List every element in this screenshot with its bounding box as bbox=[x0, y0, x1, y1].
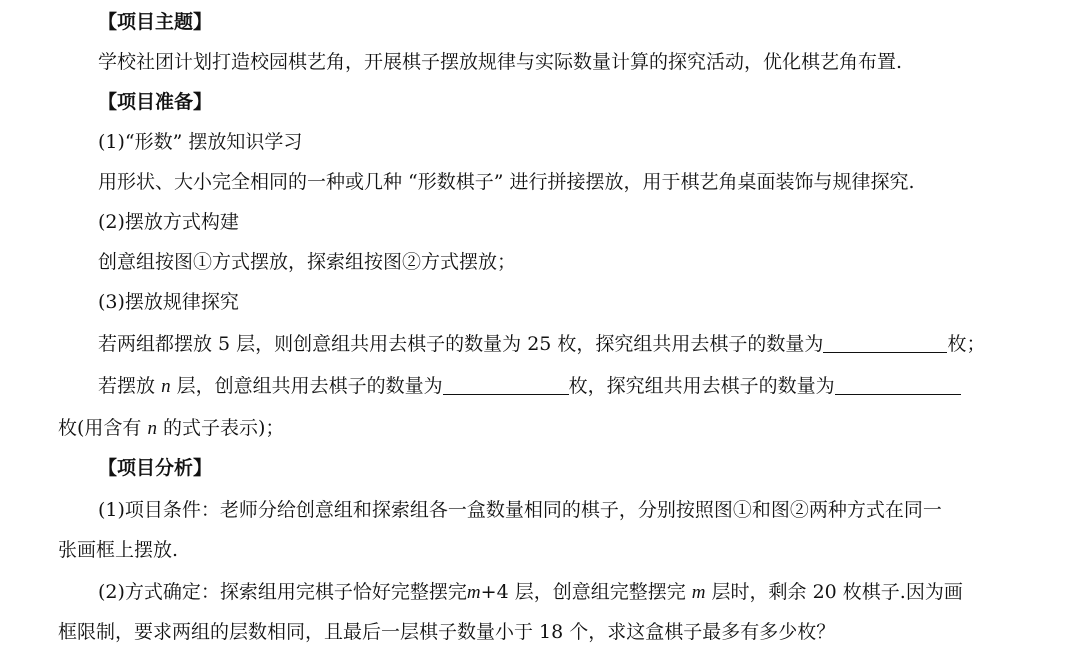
question-text: 若两组都摆放 5 层，则创意组共用去棋子的数量为 25 枚，探究组共用去棋子的数量为 bbox=[98, 333, 824, 355]
theme-heading: 【项目主题】 bbox=[98, 11, 213, 33]
answer-blank[interactable] bbox=[823, 332, 947, 353]
prep-item1-text: 用形状、大小完全相同的一种或几种 “形数棋子” 进行拼接摆放，用于棋艺角桌面装饰与规律探究. bbox=[98, 171, 915, 193]
prep-item3-title: (3)摆放规律探究 bbox=[98, 291, 239, 313]
question-text: 若摆放 bbox=[98, 375, 156, 397]
analysis-heading: 【项目分析】 bbox=[98, 457, 213, 479]
analysis-item2-line2: 框限制，要求两组的层数相同，且最后一层棋子数量小于 18 个，求这盒棋子最多有多少枚？ bbox=[58, 621, 836, 643]
analysis-item1-line2: 张画框上摆放. bbox=[58, 539, 179, 561]
question-text: 层时，剩余 20 枚棋子.因为画 bbox=[711, 581, 963, 603]
variable-m: m bbox=[691, 582, 706, 603]
unit-text: 枚(用含有 bbox=[58, 417, 142, 439]
prep-item2-text: 创意组按图①方式摆放，探索组按图②方式摆放； bbox=[98, 251, 517, 273]
prep-item3-line1 bbox=[98, 330, 985, 358]
analysis-item1-line1: (1)项目条件：老师分给创意组和探索组各一盒数量相同的棋子，分别按照图①和图②两种方式在同一 bbox=[98, 499, 942, 521]
question-text: (2)方式确定：探索组用完棋子恰好完整摆完 bbox=[98, 581, 467, 603]
prep-heading: 【项目准备】 bbox=[98, 91, 213, 113]
prep-item2-title: (2)摆放方式构建 bbox=[98, 211, 239, 233]
theme-text: 学校社团计划打造校园棋艺角，开展棋子摆放规律与实际数量计算的探究活动，优化棋艺角布置. bbox=[98, 51, 903, 73]
question-text: 枚，探究组共用去棋子的数量为 bbox=[568, 375, 835, 397]
prep-item3-line2 bbox=[98, 372, 961, 401]
question-text: +4 层，创意组完整摆完 bbox=[480, 581, 686, 603]
analysis-item2-line1 bbox=[98, 578, 963, 607]
unit-text: 枚； bbox=[947, 333, 986, 355]
question-text: 层，创意组共用去棋子的数量为 bbox=[176, 375, 443, 397]
answer-blank[interactable] bbox=[443, 374, 569, 395]
variable-n: n bbox=[147, 418, 157, 439]
variable-n: n bbox=[161, 376, 171, 397]
question-text: 的式子表示)； bbox=[163, 417, 285, 439]
prep-item1-title: (1)“形数” 摆放知识学习 bbox=[98, 131, 303, 153]
variable-m: m bbox=[466, 582, 481, 603]
prep-item3-line3 bbox=[58, 414, 284, 443]
answer-blank[interactable] bbox=[835, 374, 961, 395]
